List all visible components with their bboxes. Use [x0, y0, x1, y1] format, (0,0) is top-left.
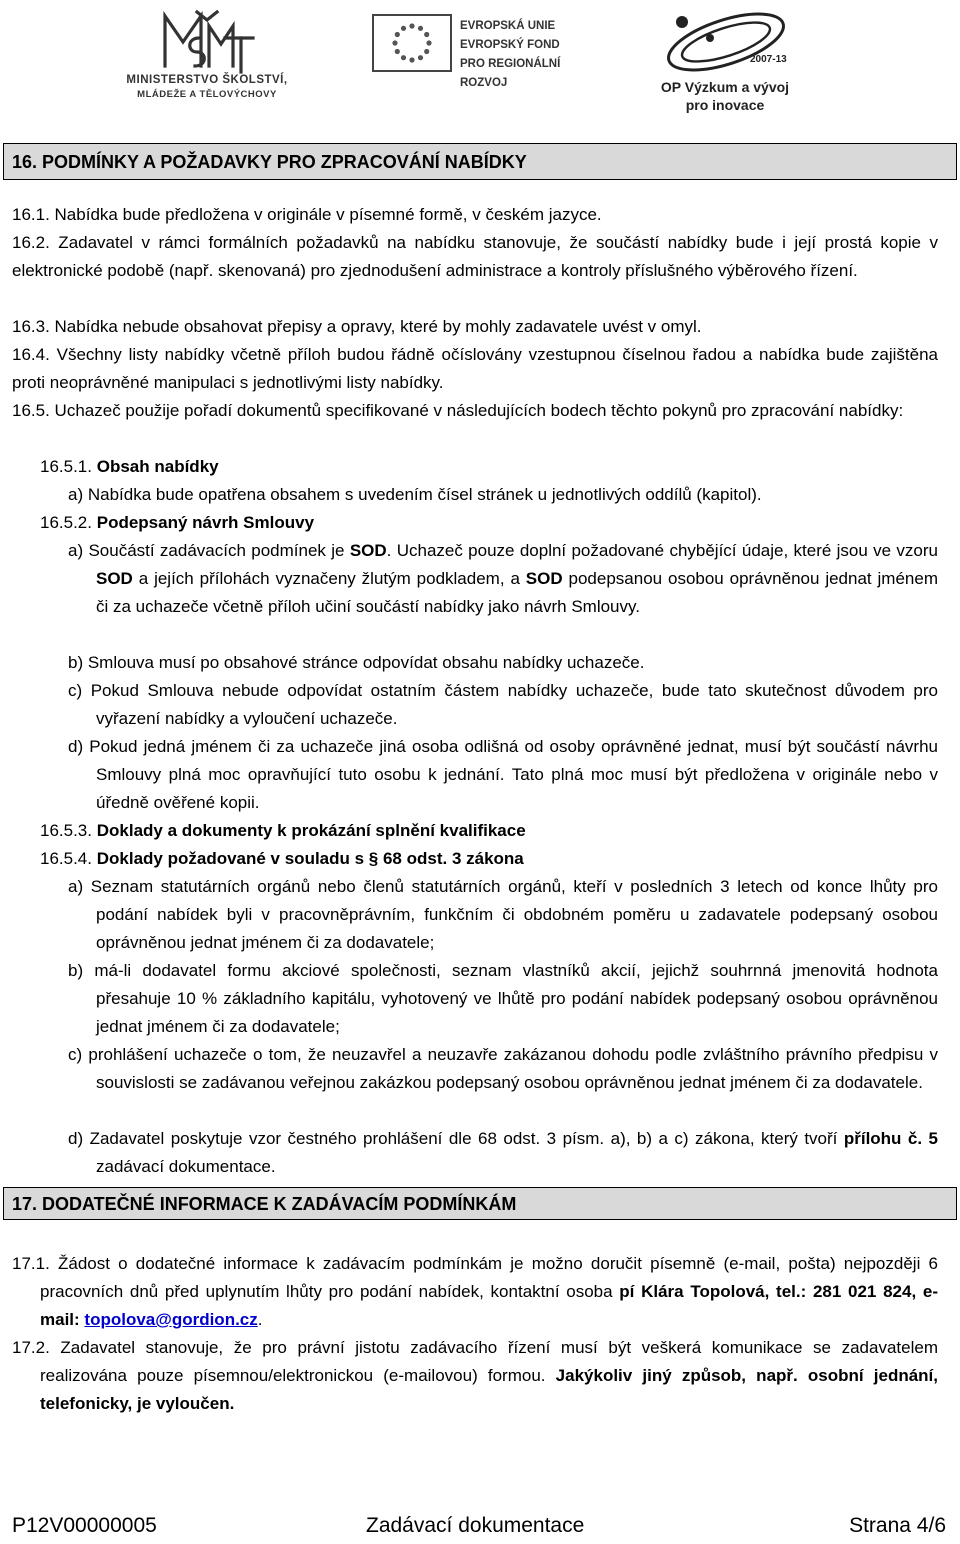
item-16-5-2-c: c) Pokud Smlouva nebude odpovídat ostatním částem nabídky uchazeče, bude tato skutečnost důvodem pro vyřazení nabídky a vyloučení uchazeče.: [68, 681, 938, 728]
item-16-5-4-a: a) Seznam statutárních orgánů nebo členů statutárních orgánů, kteří v posledních 3 letech od konce lhůty pro podání nabídek byli v pracovněprávním, funkčním či obdobném poměru u zadavatele podepsaný osobou oprávněnou jednat jménem či za dodavatele;: [68, 877, 938, 952]
paragraph-16-5-text: Uchazeč použije pořadí dokumentů specifikované v následujících bodech těchto pokynů pro zpracování nabídky:: [54, 401, 904, 420]
item-16-5-2-d: d) Pokud jedná jménem či za uchazeče jiná osoba odlišná od osoby oprávněné jednat, musí být součástí návrhu Smlouvy plná moc opravňující tuto osobu k jednání. Tato plná moc musí být předložena v originále nebo v úředně ověřené kopii.: [68, 737, 938, 812]
subsection-16-5-3-title: Doklady a dokumenty k prokázání splnění kvalifikace: [96, 821, 526, 840]
op-text: [650, 78, 800, 114]
paragraph-16-2: [12, 229, 938, 285]
subsection-16-5-4-number: 16.5.4.: [40, 849, 92, 868]
subsection-16-5-3: [40, 817, 940, 845]
paragraph-16-4-number: 16.4.: [12, 345, 50, 364]
paragraph-17-1-end: .: [257, 1310, 263, 1329]
op-years: 2007-13: [750, 54, 787, 65]
eu-flag-icon: [372, 14, 452, 72]
eu-line2: EVROPSKÝ FOND: [460, 39, 560, 51]
item-16-5-2-a-text4: podepsanou osobou oprávněnou jednat jménem či za uchazeče včetně příloh učiní součástí nabídky jako návrh Smlouvy.: [96, 569, 938, 616]
subsection-16-5-2-number: 16.5.2.: [40, 513, 92, 532]
paragraph-16-4-text: Všechny listy nabídky včetně příloh budou řádně očíslovány vzestupnou číselnou řadou a nabídka bude zajištěna proti neoprávněné manipulaci s jednotlivými listy nabídky.: [12, 345, 938, 392]
footer-page-number: Strana 4/6: [849, 1514, 946, 1537]
paragraph-17-2-text: 17.2. Zadavatel stanovuje, že pro právní jistotu zadávacího řízení musí být veškerá komunikace se zadavatelem realizována pouze písemnou/elektronickou (e-mailovou) formou.: [12, 1338, 938, 1385]
sod-ref-2: SOD: [96, 569, 133, 588]
paragraph-16-5: [12, 397, 938, 425]
sod-ref-3: SOD: [525, 569, 563, 588]
paragraph-17-2: [12, 1334, 938, 1418]
subsection-16-5-1-number: 16.5.1.: [40, 457, 92, 476]
footer-doc-title: Zadávací dokumentace: [366, 1514, 585, 1537]
subsection-16-5-4: [40, 845, 940, 873]
item-16-5-4-d: [68, 1125, 938, 1181]
item-16-5-4-c: c) prohlášení uchazeče o tom, že neuzavřel a neuzavře zakázanou dohodu podle zvláštního právního předpisu v souvislosti se zadávanou veřejnou zakázkou podepsaný osobou oprávněnou jednat jménem či za dodavatele.: [68, 1045, 938, 1092]
item-16-5-2-a-text3: a jejích přílohách vyznačeny žlutým podkladem, a: [132, 569, 526, 588]
eu-text: [460, 17, 602, 93]
eu-logo: [372, 14, 602, 89]
item-16-5-1-a: a) Nabídka bude opatřena obsahem s uvedením čísel stránek u jednotlivých oddílů (kapitol).: [68, 485, 762, 504]
subsection-16-5-3-number: 16.5.3.: [40, 821, 92, 840]
header-logos: [0, 0, 960, 120]
eu-line1: EVROPSKÁ UNIE: [460, 20, 556, 32]
paragraph-16-2-text: 16.2. Zadavatel v rámci formálních požadavků na nabídku stanovuje, že součástí nabídky bude i její prostá kopie v elektronické podobě (např. skenovaná) pro zjednodušení administrace a kontroly příslušného výběrového řízení.: [12, 233, 938, 280]
paragraph-16-1: 16.1. Nabídka bude předložena v originále v písemné formě, v českém jazyce.: [12, 205, 602, 224]
op-line1: OP Výzkum a vývoj: [660, 79, 790, 95]
paragraph-17-1: [12, 1250, 938, 1334]
attachment-ref: přílohu č. 5: [843, 1129, 938, 1148]
item-16-5-2-b: b) Smlouva musí po obsahové stránce odpovídat obsahu nabídky uchazeče.: [68, 653, 645, 672]
subsection-16-5-2: [40, 509, 940, 537]
item-16-5-2-a-text2: . Uchazeč pouze doplní požadované chybějící údaje, které jsou ve vzoru: [386, 541, 939, 560]
msmt-emblem-icon: [159, 8, 255, 74]
item-16-5-4-b: b) má-li dodavatel formu akciové společnosti, seznam vlastníků akcií, jejichž souhrnná jmenovitá hodnota přesahuje 10 % základního kapitálu, vyhotovený ve lhůtě pro podání nabídek podepsaný osobou oprávněnou jednat jménem či za dodavatele;: [68, 961, 938, 1036]
op-orbit-icon: [650, 2, 800, 80]
footer-doc-id: P12V00000005: [12, 1514, 157, 1537]
msmt-logo: [112, 6, 302, 106]
subsection-16-5-2-title: Podepsaný návrh Smlouvy: [96, 513, 315, 532]
subsection-16-5-4-title: Doklady požadované v souladu s § 68 odst. 3 zákona: [96, 849, 524, 868]
subsection-16-5-1-title: Obsah nabídky: [96, 457, 219, 476]
paragraph-16-4: [12, 341, 938, 397]
op-logo: [644, 2, 804, 118]
section-16-heading: 16. PODMÍNKY A POŽADAVKY PRO ZPRACOVÁNÍ NABÍDKY: [3, 143, 957, 180]
paragraph-16-5-number: 16.5.: [12, 401, 50, 420]
paragraph-17-1-text: 17.1. Žádost o dodatečné informace k zadávacím podmínkám je možno doručit písemně (e-mail, pošta) nejpozději 6 pracovních dnů před uplynutím lhůty pro podání nabídek, kontaktní osoba: [12, 1254, 938, 1301]
paragraph-17-2-bold: Jakýkoliv jiný způsob, např. osobní jednání, telefonicky, je vyloučen.: [40, 1366, 938, 1413]
email-link[interactable]: topolova@gordion.cz: [84, 1310, 258, 1329]
subsection-16-5-1: [40, 453, 940, 481]
section-17-heading: 17. DODATEČNÉ INFORMACE K ZADÁVACÍM PODMÍNKÁM: [3, 1187, 957, 1220]
item-16-5-2-a-text1: a) Součástí zadávacích podmínek je: [68, 541, 350, 560]
contact-person: pí Klára Topolová, tel.: 281 021 824, e-mail:: [40, 1282, 938, 1329]
msmt-name-line1: MINISTERSTVO ŠKOLSTVÍ,: [126, 74, 288, 86]
page-footer: [0, 1514, 960, 1544]
paragraph-16-3: 16.3. Nabídka nebude obsahovat přepisy a opravy, které by mohly zadavatele uvést v omyl.: [12, 317, 702, 336]
sod-ref-1: SOD: [349, 541, 387, 560]
msmt-name-line2: MLÁDEŽE A TĚLOVÝCHOVY: [137, 89, 277, 100]
item-16-5-4-d-text2: zadávací dokumentace.: [96, 1157, 276, 1176]
eu-line3: PRO REGIONÁLNÍ ROZVOJ: [460, 58, 561, 89]
op-line2: pro inovace: [685, 97, 765, 113]
item-16-5-2-a: [68, 537, 939, 621]
item-16-5-4-d-text1: d) Zadavatel poskytuje vzor čestného prohlášení dle 68 odst. 3 písm. a), b) a c) zákona, který tvoří: [68, 1129, 844, 1148]
